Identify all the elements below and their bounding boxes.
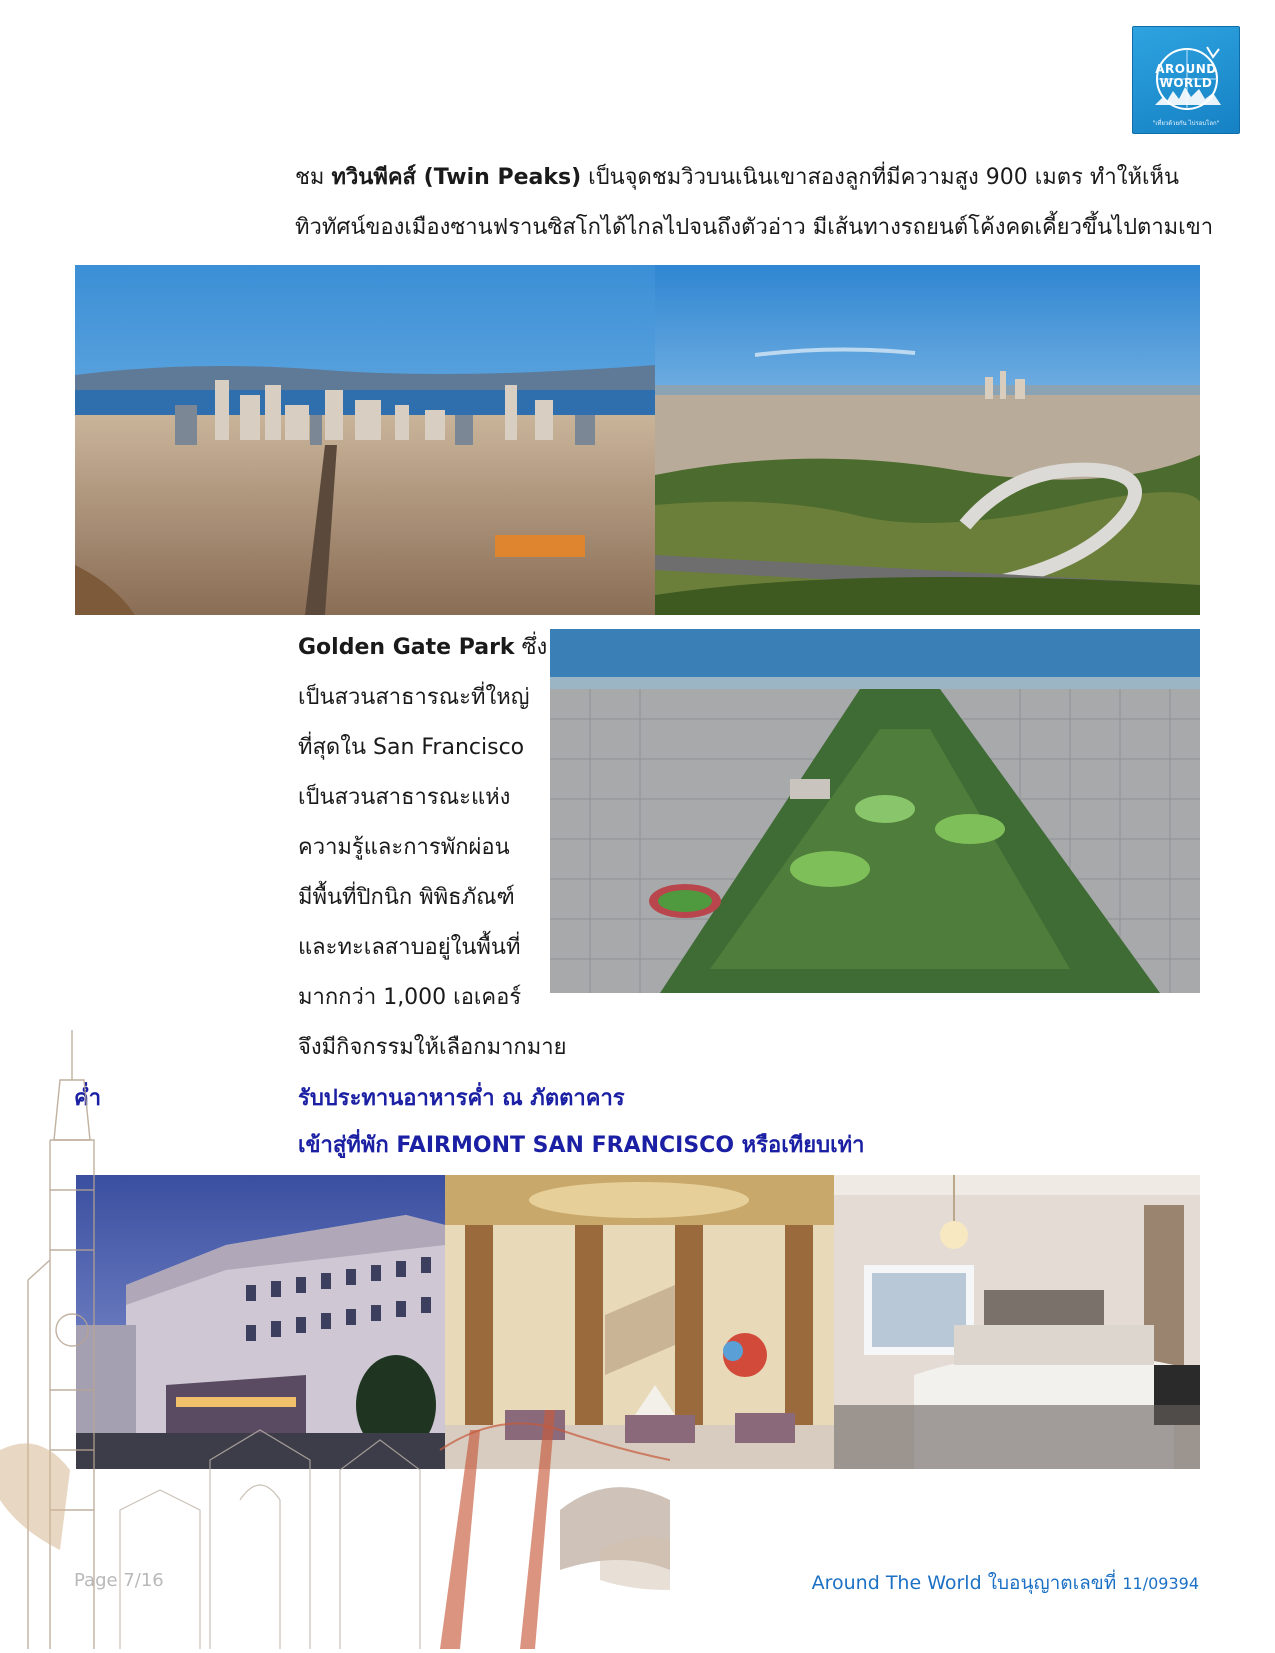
golden-gate-line-8: มากกว่า 1,000 เอเคอร์ bbox=[298, 985, 522, 1010]
footer-brand bbox=[812, 1568, 1199, 1598]
logo-slogan: "เที่ยวด้วยกัน ไปรอบโลก" bbox=[1152, 120, 1220, 127]
photo-sf-city-view bbox=[75, 265, 655, 615]
dinner-line-1: รับประทานอาหารค่ำ ณ ภัตตาคาร bbox=[298, 1086, 625, 1111]
page-number: Page 7/16 bbox=[74, 1570, 164, 1591]
twin-peaks-line-1 bbox=[295, 163, 1179, 193]
twin-peaks-prefix: ชม bbox=[295, 165, 325, 190]
golden-gate-line-7: และทะเลสาบอยู่ในพื้นที่ bbox=[298, 935, 521, 960]
photo-golden-gate-park-aerial bbox=[550, 629, 1200, 993]
company-logo bbox=[1132, 26, 1240, 134]
twin-peaks-title: ทวินพีคส์ (Twin Peaks) bbox=[331, 165, 582, 190]
golden-gate-line-3: ที่สุดใน San Francisco bbox=[298, 735, 525, 760]
decorative-landmarks-illustration bbox=[0, 1030, 670, 1649]
golden-gate-line-1 bbox=[298, 633, 547, 663]
logo-text-around: AROUND bbox=[1155, 62, 1217, 76]
footer-license-label: ใบอนุญาตเลขที่ bbox=[987, 1572, 1117, 1594]
photo-hotel-room bbox=[834, 1175, 1200, 1469]
footer-license-number: 11/09394 bbox=[1122, 1574, 1199, 1593]
golden-gate-line-2: เป็นสวนสาธารณะที่ใหญ่ bbox=[298, 685, 530, 710]
golden-gate-title: Golden Gate Park bbox=[298, 635, 515, 660]
dinner-label: ค่ำ bbox=[74, 1086, 102, 1111]
golden-gate-line-9: จึงมีกิจกรรมให้เลือกมากมาย bbox=[298, 1035, 567, 1060]
logo-text-world: WORLD bbox=[1159, 76, 1213, 90]
golden-gate-line-5: ความรู้และการพักผ่อน bbox=[298, 835, 510, 860]
hotel-line: เข้าสู่ที่พัก FAIRMONT SAN FRANCISCO หรือเทียบเท่า bbox=[298, 1133, 865, 1158]
twin-peaks-text-1: เป็นจุดชมวิวบนเนินเขาสองลูกที่มีความสูง 900 เมตร ทำให้เห็น bbox=[588, 165, 1180, 190]
footer-brand-name: Around The World bbox=[811, 1572, 982, 1594]
golden-gate-line-6: มีพื้นที่ปิกนิก พิพิธภัณฑ์ bbox=[298, 885, 515, 910]
photo-twin-peaks-road bbox=[655, 265, 1200, 615]
golden-gate-line-4: เป็นสวนสาธารณะแห่ง bbox=[298, 785, 511, 810]
golden-gate-text-1: ซึ่ง bbox=[521, 635, 548, 660]
twin-peaks-line-2: ทิวทัศน์ของเมืองซานฟรานซิสโกได้ไกลไปจนถึงตัวอ่าว มีเส้นทางรถยนต์โค้งคดเคี้ยวขึ้นไปตามเขา bbox=[295, 215, 1214, 240]
